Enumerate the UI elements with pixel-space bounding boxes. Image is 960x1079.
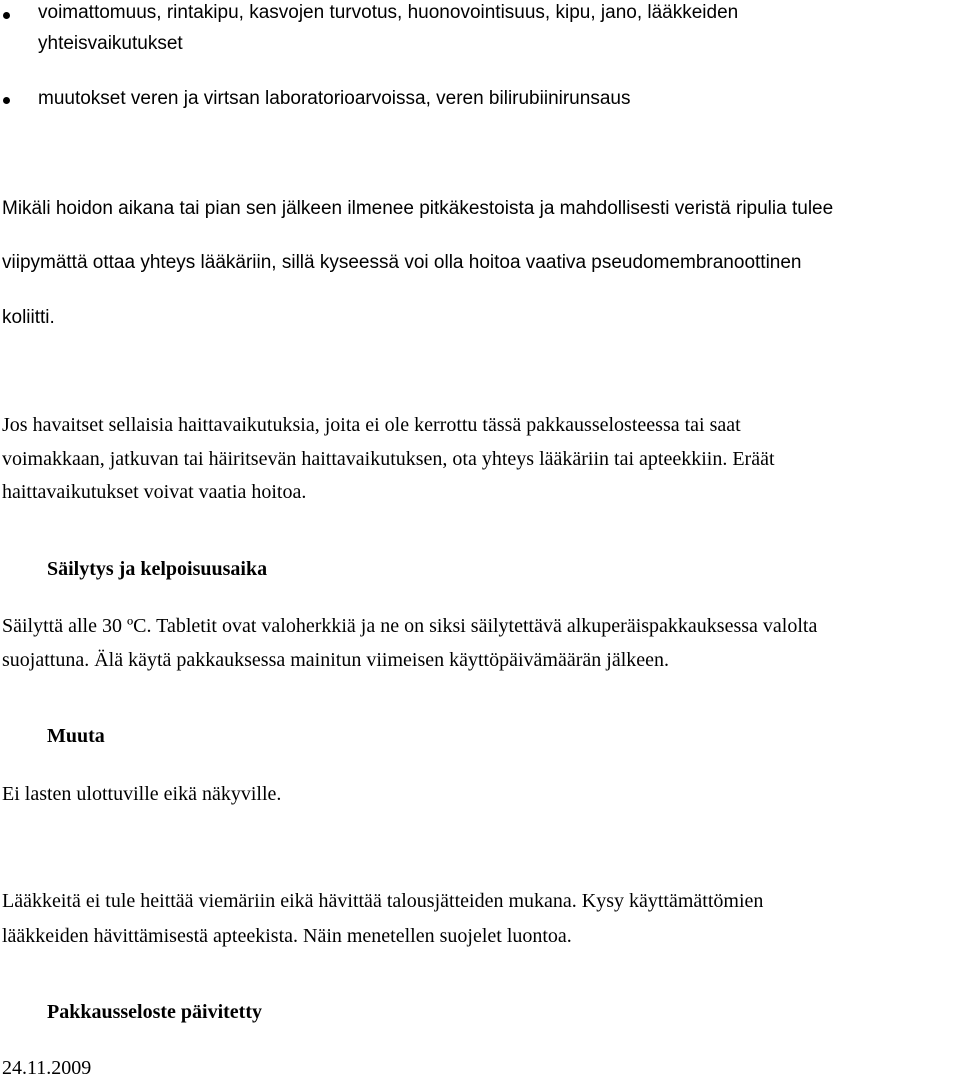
disposal-line-1: Lääkkeitä ei tule heittää viemäriin eikä hävittää talousjätteiden mukana. Kysy käyttämättömien: [2, 890, 764, 912]
storage-heading: Säilytys ja kelpoisuusaika: [47, 558, 268, 580]
disposal-line-2: lääkkeiden hävittämisestä apteekista. Näin menetellen suojelet luontoa.: [2, 925, 572, 947]
warning-line-1: Mikäli hoidon aikana tai pian sen jälkeen ilmenee pitkäkestoista ja mahdollisesti veristä ripulia tulee: [2, 198, 834, 219]
side-effects-line-1: Jos havaitset sellaisia haittavaikutuksia, joita ei ole kerrottu tässä pakkausselosteessa tai saat: [2, 414, 741, 436]
side-effects-line-3: haittavaikutukset voivat vaatia hoitoa.: [2, 481, 307, 503]
bullet-item-1-line-2: yhteisvaikutukset: [38, 33, 183, 54]
updated-heading: Pakkausseloste päivitetty: [47, 1001, 262, 1023]
warning-line-3: koliitti.: [2, 307, 55, 328]
other-line: Ei lasten ulottuville eikä näkyville.: [2, 783, 282, 805]
bullet-item-2-line-1: muutokset veren ja virtsan laboratorioarvoissa, veren bilirubiinirunsaus: [38, 88, 631, 109]
other-heading: Muuta: [47, 725, 105, 747]
warning-line-2: viipymättä ottaa yhteys lääkäriin, sillä kyseessä voi olla hoitoa vaativa pseudomembranoottinen: [2, 252, 802, 273]
side-effects-line-2: voimakkaan, jatkuvan tai häiritsevän haittavaikutuksen, ota yhteys lääkäriin tai apteekkiin. Eräät: [2, 448, 775, 470]
bullet-item-1-line-1: voimattomuus, rintakipu, kasvojen turvotus, huonovointisuus, kipu, jano, lääkkeiden: [38, 2, 739, 23]
bullet-dot: [3, 97, 10, 104]
updated-date: 24.11.2009: [2, 1057, 92, 1079]
storage-line-2: suojattuna. Älä käytä pakkauksessa mainitun viimeisen käyttöpäivämäärän jälkeen.: [2, 649, 670, 671]
bullet-dot: [3, 12, 10, 19]
storage-line-1: Säilyttä alle 30 ºC. Tabletit ovat valoherkkiä ja ne on siksi säilytettävä alkuperäispakkauksessa valolta: [2, 615, 818, 637]
